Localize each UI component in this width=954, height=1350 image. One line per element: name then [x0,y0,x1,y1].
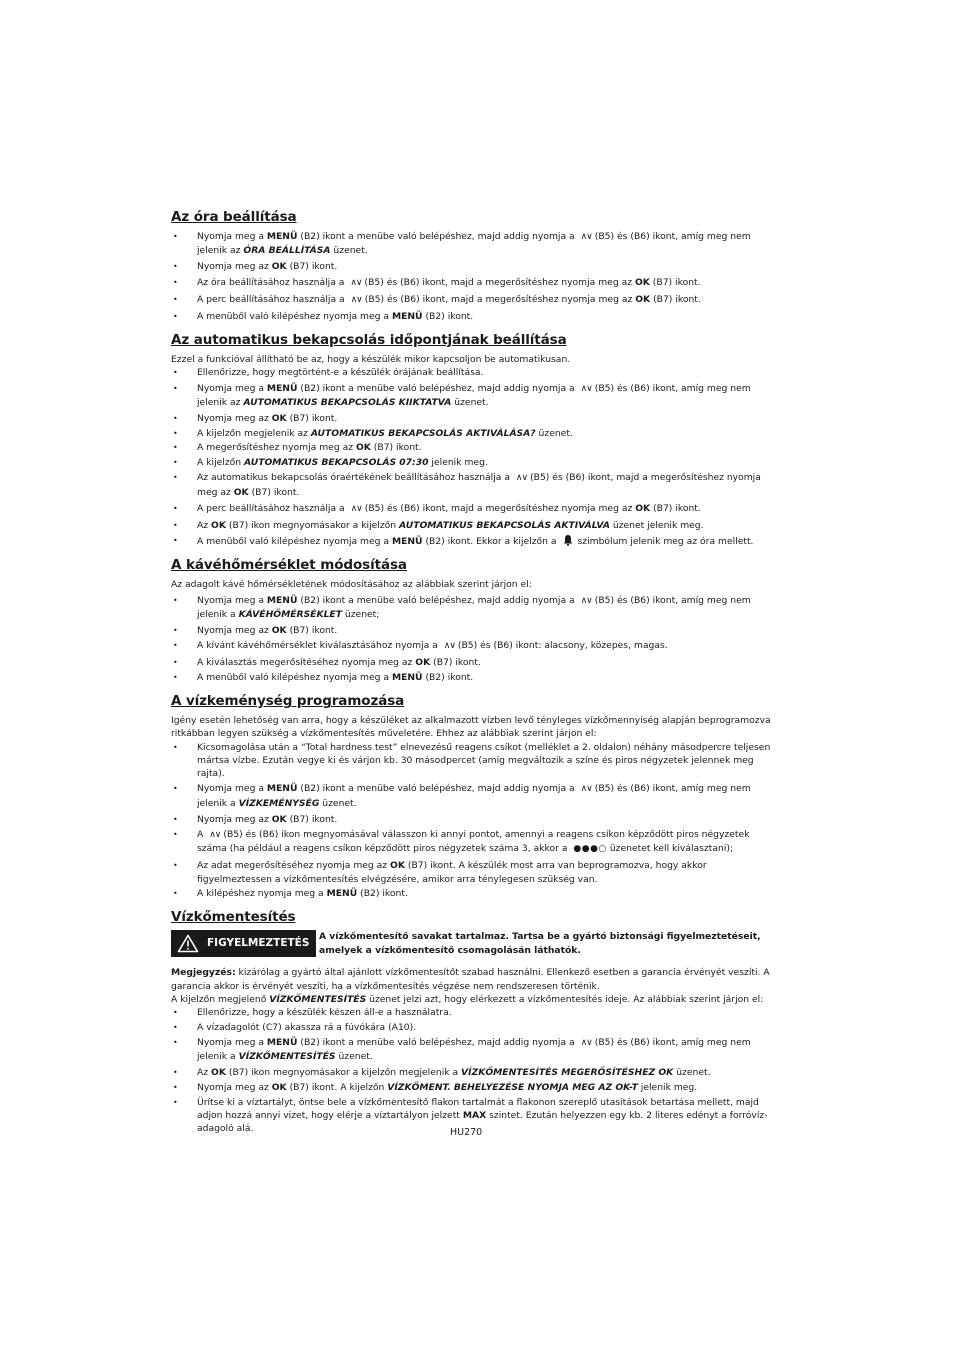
hardness-dots-icon: ●●●○ [573,844,607,855]
warning-triangle-icon [177,934,199,953]
list-item: • Az óra beállításához használja a ∧∨ (B5) és (B6) ikont, majd a megerősítéshez nyomja meg az OK (B7) ikont. [171,276,771,290]
page-content [171,208,771,1143]
section-intro: Ezzel a funkcióval állítható be az, hogy a készülék mikor kapcsoljon be automatikusan. [171,354,571,366]
up-down-arrows-icon: ∧∨ [350,294,362,305]
warning-label-text: FIGYELMEZTETÉS [207,937,310,950]
list-item: • A kívánt kávéhőmérséklet kiválasztásához nyomja a ∧∨ (B5) és (B6) ikont: alacsony, közepes, magas. [171,639,771,653]
section-intro: Igény esetén lehetőség van arra, hogy a készüléket az alkalmazott vízben levő tényleges vízkőmennyiség alapján beprogramozva ritkábban legyen szükség a vízkőmentesítés műveletére. Ehhez az alábbiak szerint járjon el: [171,715,771,740]
up-down-arrows-icon: ∧∨ [209,829,221,840]
section-title-clock: Az óra beállítása [171,209,297,225]
section-title-auto-on: Az automatikus bekapcsolás időpontjának beállítása [171,332,567,349]
warning-text: A vízkőmentesítő savakat tartalmaz. Tartsa be a gyártó biztonsági figyelmeztetéseit, amelyek a vízkőmentesítő csomagolásán láthatók. [319,931,761,956]
list-item: • Az OK (B7) ikon megnyomásakor a kijelzőn megjelenik a VÍZKŐMENTESÍTÉS MEGERŐSÍTÉSHEZ OK üzenet. [171,1066,771,1079]
list-item: • Nyomja meg a MENÜ (B2) ikont a menübe való belépéshez, majd addig nyomja a ∧∨ (B5) és (B6) ikont, amíg meg nem jelenik az ÓRA BEÁLLÍTÁSA üzenet. [171,230,771,257]
list-item: • A kiválasztás megerősítéséhez nyomja meg az OK (B7) ikont. [171,656,771,669]
up-down-arrows-icon: ∧∨ [515,473,528,484]
up-down-arrows-icon: ∧∨ [580,383,592,394]
display-paragraph: A kijelzőn megjelenő VÍZKŐMENTESÍTÉS üzenet jelzi azt, hogy elérkezett a vízkőmentesítés ideje. Az alábbiak szerint járjon el: [171,993,764,1005]
list-item: • Az adat megerősítéséhez nyomja meg az OK (B7) ikont. A készülék most arra van beprogramozva, hogy akkor figyelmeztessen a vízkőmentesítés elvégzésére, amikor arra ténylegesen szükség van. [171,859,771,885]
note-paragraph: Megjegyzés: kizárólag a gyártó által ajánlott vízkőmentesítőt szabad használni. Ellenkező esetben a garancia érvényét veszíti. A garancia akkor is érvényét veszíti, ha a vízkőmentesítés végzése nem rendszeresen történik. [171,967,770,992]
note-label: Megjegyzés: [171,967,236,979]
page-number: HU270 [450,1127,483,1138]
list-item: • A perc beállításához használja a ∧∨ (B5) és (B6) ikont, majd a megerősítéshez nyomja meg az OK (B7) ikont. [171,502,771,516]
section-title-water-hardness: A vízkeménység programozása [171,693,405,710]
up-down-arrows-icon: ∧∨ [443,641,455,652]
list-item: • Nyomja meg az OK (B7) ikont. [171,260,771,273]
list-item: • A megerősítéshez nyomja meg az OK (B7) ikont. [171,441,771,454]
bell-icon [562,534,574,546]
list-item: • Nyomja meg a MENÜ (B2) ikont a menübe való belépéshez, majd addig nyomja a ∧∨ (B5) és (B6) ikont, amíg meg nem jelenik az AUTOMATIKUS BEKAPCSOLÁS KIIKTATVA üzenet. [171,382,771,409]
list-item: • Nyomja meg az OK (B7) ikont. A kijelzőn VÍZKŐMENT. BEHELYEZÉSE NYOMJA MEG AZ OK-T jelenik meg. [171,1081,771,1094]
section-intro: Az adagolt kávé hőmérsékletének módosításához az alábbiak szerint járjon el: [171,579,532,591]
up-down-arrows-icon: ∧∨ [580,1037,592,1048]
list-item: • A kijelzőn AUTOMATIKUS BEKAPCSOLÁS 07:30 jelenik meg. [171,456,771,469]
list-item: • Nyomja meg az OK (B7) ikont. [171,412,771,425]
list-item: • A kilépéshez nyomja meg a MENÜ (B2) ikont. [171,887,771,900]
list-item: • Nyomja meg a MENÜ (B2) ikont a menübe való belépéshez, majd addig nyomja a ∧∨ (B5) és (B6) ikont, amíg meg nem jelenik a KÁVÉHŐMÉRSÉKLET üzenet; [171,594,771,621]
up-down-arrows-icon: ∧∨ [580,784,592,795]
warning-box [171,930,771,960]
up-down-arrows-icon: ∧∨ [580,595,592,606]
list-item: • Az automatikus bekapcsolás óraértékének beállításához használja a ∧∨ (B5) és (B6) ikont, majd a megerősítéshez nyomja meg az OK (B7) ikont. [171,471,771,498]
clock-steps [171,230,771,323]
list-item: • Nyomja meg a MENÜ (B2) ikont a menübe való belépéshez, majd addig nyomja a ∧∨ (B5) és (B6) ikont, amíg meg nem jelenik a VÍZKEMÉNYSÉG üzenet. [171,782,771,809]
section-title-coffee-temp: A kávéhőmérséklet módosítása [171,557,407,574]
list-item: • Nyomja meg az OK (B7) ikont. [171,624,771,637]
list-item: • Ürítse ki a víztartályt, öntse bele a vízkőmentesítő flakon tartalmát a flakonon szereplő utasítások betartása mellett, majd adjon hozzá annyi vizet, hogy elérje a víztartályon jelzett MAX szintet. Ezután helyezzen egy kb. 2 literes edényt a forróvíz-adagoló alá. [171,1096,771,1136]
list-item: • Ellenőrizze, hogy megtörtént-e a készülék órájának beállítása. [171,366,771,379]
auto-on-steps [171,366,771,548]
up-down-arrows-icon: ∧∨ [350,277,362,288]
list-item: • A perc beállításához használja a ∧∨ (B5) és (B6) ikont, majd a megerősítéshez nyomja meg az OK (B7) ikont. [171,293,771,307]
list-item: • A ∧∨ (B5) és (B6) ikon megnyomásával válasszon ki annyi pontot, amennyi a reagens csíkon képződött piros négyzetek száma (ha például a reagens csíkon képződött piros négyzetek száma 3, akkor a ●●●○ üzenetet kell kiválasztani); [171,828,771,856]
list-item: • Az OK (B7) ikon megnyomásakor a kijelzőn AUTOMATIKUS BEKAPCSOLÁS AKTIVÁLVA üzenet jelenik meg. [171,519,771,532]
list-item: • A menüből való kilépéshez nyomja meg a MENÜ (B2) ikont. Ekkor a kijelzőn a szimbólum jelenik meg az óra mellett. [171,534,771,548]
water-hardness-steps [171,741,771,901]
list-item: • Nyomja meg az OK (B7) ikont. [171,813,771,826]
list-item: • Kicsomagolása után a “Total hardness test” elnevezésű reagens csíkot (melléklet a 2. oldalon) néhány másodpercre teljesen mártsa vízbe. Ezután vegye ki és várjon kb. 30 másodpercet (amíg megváltozik a színe és piros négyzetek jelennek meg rajta). [171,741,771,781]
section-title-descaling: Vízkőmentesítés [171,909,296,926]
descaling-steps [171,1006,771,1135]
list-item: • Nyomja meg a MENÜ (B2) ikont a menübe való belépéshez, majd addig nyomja a ∧∨ (B5) és (B6) ikont, amíg meg nem jelenik a VÍZKŐMENTESÍTÉS üzenet. [171,1036,771,1063]
list-item: • A vízadagolót (C7) akassza rá a fúvókára (A10). [171,1021,771,1034]
list-item: • Ellenőrizze, hogy a készülék készen áll-e a használatra. [171,1006,771,1019]
warning-label [171,930,316,957]
list-item: • A menüből való kilépéshez nyomja meg a MENÜ (B2) ikont. [171,310,771,323]
up-down-arrows-icon: ∧∨ [580,232,592,242]
list-item: • A menüből való kilépéshez nyomja meg a MENÜ (B2) ikont. [171,671,771,684]
coffee-temp-steps [171,594,771,685]
up-down-arrows-icon: ∧∨ [350,503,362,514]
list-item: • A kijelzőn megjelenik az AUTOMATIKUS BEKAPCSOLÁS AKTIVÁLÁSA? üzenet. [171,427,771,440]
